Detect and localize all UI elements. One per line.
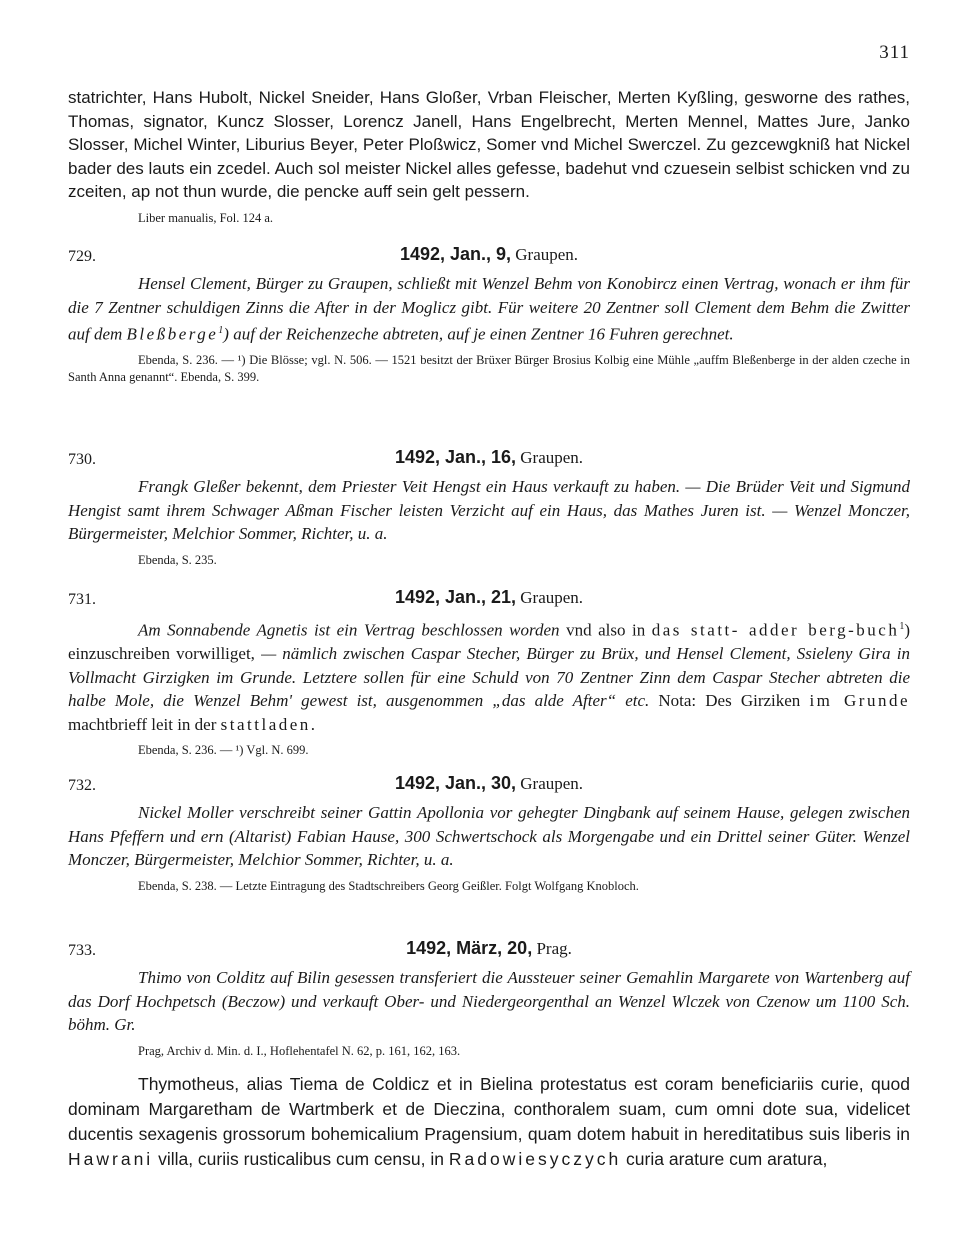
entry-number: 729. <box>68 248 96 265</box>
entry-header <box>68 587 910 613</box>
entry-729 <box>68 244 910 386</box>
entry-date: 1492, Jan., 21, <box>394 587 517 607</box>
entry-regest: Thimo von Colditz auf Bilin gesessen transferiert die Aussteuer seiner Gemahlin Margarete von Wartenberg auf das Dorf Hochpetsch (Beczow) und verkauft Ober- und Niedergeorgenthal an Wenzel Wlczek von Czenow um 1100 Sch. böhm. Gr. <box>68 968 910 1034</box>
page-number: 311 <box>879 42 910 63</box>
intro-text: statrichter, Hans Hubolt, Nickel Sneider, Hans Gloßer, Vrban Fleischer, Merten Kyßling, gesworne des rathes, Thomas, signator, Kuncz Slosser, Lorencz Janell, Hans Engelbrecht, Merten Mennel, Mattes Jure, Janko Slosser, Michel Winter, Liburius Beyer, Peter Ploßwicz, Somer vnd Michel Swerczel. Zu gezcewgkniß hat Nickel bader des lauts ein zcedel. Auch sol meister Nickel alles gefesse, badehut vnd czuesein selbist schicken vnd zu zceiten, ap not thun wurde, die pencke auff sein gelt pessern. <box>68 88 910 201</box>
entry-date: 1492, Jan., 9, <box>399 244 512 264</box>
entry-place: Graupen. <box>520 774 584 793</box>
entry-header <box>68 244 910 270</box>
entry-733 <box>68 938 910 1060</box>
entry-date-line <box>68 938 910 959</box>
latin-part: Thymotheus, alias Tiema de Coldicz et in Bielina protestatus est coram beneficiariis curie, quod dominam Margaretham de Wartmberk et de Dieczina, conthoralem suam, cum omni dote sua, videlicet ducentis sexagenis grossorum bohemicalium Pragensium, quam dotem habuit in hereditatibus suis liberis in <box>68 1074 910 1144</box>
regest-normal: . <box>310 714 316 734</box>
latin-part: villa, curiis rusticalibus cum censu, in <box>153 1149 449 1169</box>
entry-date-line <box>68 244 910 265</box>
regest-spaced: das statt- adder berg-buch <box>651 620 900 640</box>
entry-regest: Frangk Gleßer bekennt, dem Priester Veit Hengst ein Haus verkauft zu haben. — Die Brüder Veit und Sigmund Hengist samt ihrem Schwager Aßman Fischer leisten Verzicht auf ein Haus, das Mathes Juren ist. — Wenzel Monczer, Bürgermeister, Melchior Sommer, Richter, u. a. <box>68 477 910 543</box>
latin-spaced: Hawrani <box>68 1149 154 1169</box>
entry-regest <box>68 272 910 346</box>
regest-part: Am Sonnabende Agnetis ist ein Vertrag beschlossen worden <box>138 620 567 640</box>
entry-date: 1492, Jan., 30, <box>394 773 517 793</box>
entry-number: 730. <box>68 451 96 468</box>
entry-source: Ebenda, S. 236. — ¹) Die Blösse; vgl. N. 506. — 1521 besitzt der Brüxer Bürger Brosius Kolbig eine Mühle „auffm Bleßenberge in der alden czeche in Santh Anna genannt“. Ebenda, S. 399. <box>68 353 910 385</box>
entry-number: 731. <box>68 591 96 608</box>
entry-source: Ebenda, S. 235. <box>138 552 217 567</box>
regest-spaced: Bleßberge <box>126 324 219 344</box>
regest-spaced: im Grunde <box>809 691 910 711</box>
entry-place: Graupen. <box>515 245 579 264</box>
latin-text <box>68 1072 910 1172</box>
regest-part: Hensel Clement, Bürger zu Graupen, schließt mit Wenzel Behm von Konobircz einen Vertrag, wonach er ihm für die 7 Zentner schuldigen Zinns die After in der Moglicz gibt. Für weitere 20 Zentner soll Clement dem Behm die Zwitter auf dem <box>68 274 910 344</box>
entry-732 <box>68 773 910 895</box>
entry-regest: Nickel Moller verschreibt seiner Gattin Apollonia vor gehegter Dingbank auf seinem Hause, gelegen zwischen Hans Pfeffern und ern (Altarist) Fabian Hause, 300 Schwertschock als Morgengabe und ein Drittel seiner Güter. Wenzel Monczer, Bürgermeister, Melchior Sommer, Richter, u. a. <box>68 803 910 869</box>
regest-normal: vnd also in <box>566 620 652 640</box>
entry-regest <box>68 615 910 736</box>
entry-number: 733. <box>68 942 96 959</box>
entry-date-line <box>68 773 910 794</box>
entry-place: Prag. <box>536 939 572 958</box>
regest-normal: Nota: Des Girziken <box>658 691 810 711</box>
entry-header <box>68 447 910 473</box>
entry-source: Ebenda, S. 238. — Letzte Eintragung des Stadtschreibers Georg Geißler. Folgt Wolfgang Knobloch. <box>138 878 639 893</box>
entry-place: Graupen. <box>520 588 584 607</box>
regest-part: — nämlich zwischen Caspar Stecher, Bürger zu Brüx, und Hensel Clement, Ssieleny Gira in Vollmacht Girzigken im Grunde. Letztere sollen für eine Schuld von 70 Zentner Zinn dem Caspar Stecher abtreten die halbe Mole, die Wenzel Behm' gewest ist, ausgenommen „das alde After“ etc. <box>68 644 910 711</box>
entry-date: 1492, März, 20, <box>406 938 533 958</box>
latin-spaced: Radowiesyczych <box>448 1149 622 1169</box>
footnote-marker: 1 <box>218 325 224 336</box>
entry-date: 1492, Jan., 16, <box>394 447 517 467</box>
footnote-marker: 1 <box>899 621 905 632</box>
regest-normal: ) einzuschreiben vorwilliget, <box>68 620 911 664</box>
regest-part: ) auf der Reichenzeche abtreten, auf je einen Zentner 16 Fuhren gerechnet. <box>223 324 734 344</box>
entry-header <box>68 938 910 964</box>
regest-normal: machtbrieff leit in der <box>68 714 221 734</box>
entry-place: Graupen. <box>520 448 584 467</box>
intro-source: Liber manualis, Fol. 124 a. <box>138 210 274 225</box>
regest-spaced: stattladen <box>220 714 311 734</box>
entry-source: Ebenda, S. 236. — ¹) Vgl. N. 699. <box>138 743 309 758</box>
entry-date-line <box>68 447 910 468</box>
latin-part: curia arature cum aratura, <box>621 1149 828 1169</box>
intro-paragraph <box>68 86 910 227</box>
entry-number: 732. <box>68 777 96 794</box>
entry-731 <box>68 587 910 759</box>
entry-730 <box>68 447 910 569</box>
entry-header <box>68 773 910 799</box>
entry-date-line <box>68 587 910 608</box>
entry-source: Prag, Archiv d. Min. d. I., Hoflehentafel N. 62, p. 161, 162, 163. <box>138 1043 461 1058</box>
